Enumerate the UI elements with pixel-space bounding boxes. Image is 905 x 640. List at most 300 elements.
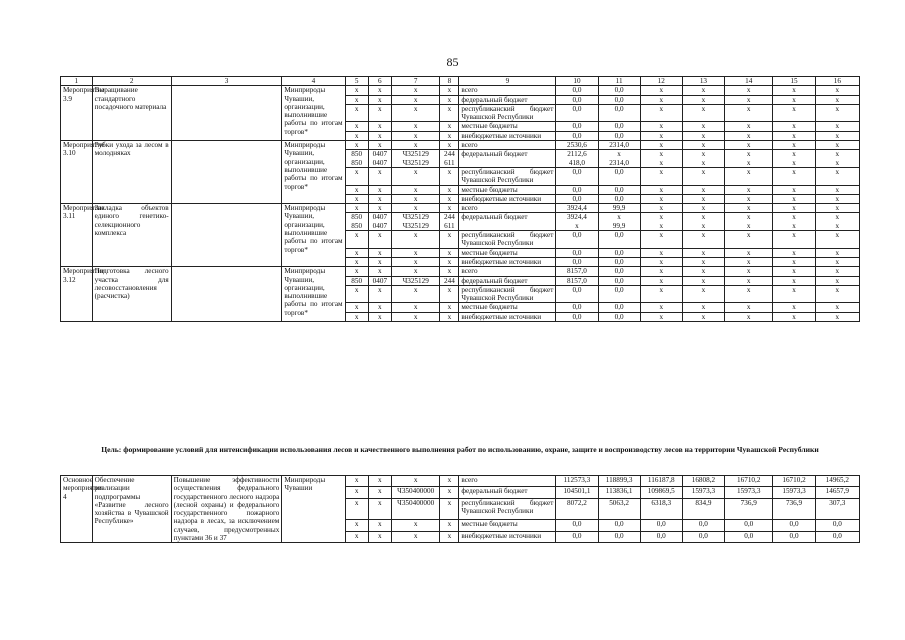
amount-cell: 8157,0 bbox=[556, 276, 598, 285]
kbk-csr: x bbox=[391, 248, 439, 257]
amount-cell: 0,0 bbox=[598, 276, 640, 285]
amount-cell: 109869,5 bbox=[640, 487, 682, 498]
amount-cell: x bbox=[815, 86, 859, 95]
column-header: 13 bbox=[682, 77, 724, 86]
amount-cell: x bbox=[815, 167, 859, 185]
amount-cell: x bbox=[815, 204, 859, 213]
amount-cell: x bbox=[773, 267, 815, 276]
amount-cell: x bbox=[724, 267, 772, 276]
kbk-csr: x bbox=[391, 531, 439, 542]
amount-cell: x bbox=[773, 86, 815, 95]
amount-cell: x bbox=[724, 141, 772, 150]
amount-cell: 2314,0 bbox=[598, 141, 640, 150]
kbk-vr: x bbox=[440, 122, 459, 131]
kbk-rz: x bbox=[368, 303, 391, 312]
amount-cell: x bbox=[724, 167, 772, 185]
indicator-cell bbox=[171, 86, 282, 141]
amount-cell: 0,0 bbox=[598, 104, 640, 122]
amount-cell: x bbox=[815, 185, 859, 194]
amount-cell: 0,0 bbox=[556, 95, 598, 104]
amount-cell: 0,0 bbox=[556, 257, 598, 266]
column-header: 14 bbox=[724, 77, 772, 86]
funding-source: всего bbox=[459, 204, 556, 213]
table-row bbox=[61, 86, 860, 95]
kbk-rz: x bbox=[368, 476, 391, 487]
column-header: 3 bbox=[171, 77, 282, 86]
kbk-gr: x bbox=[345, 185, 368, 194]
column-header: 10 bbox=[556, 77, 598, 86]
amount-cell: 16710,2 bbox=[724, 476, 772, 487]
funding-source: федеральный бюджет bbox=[459, 276, 556, 285]
amount-cell: x bbox=[815, 285, 859, 303]
amount-cell: x 2314,0 bbox=[598, 150, 640, 168]
amount-cell: x bbox=[682, 185, 724, 194]
amount-cell: 0,0 bbox=[556, 167, 598, 185]
amount-cell: 0,0 bbox=[682, 531, 724, 542]
amount-cell: x bbox=[815, 312, 859, 321]
amount-cell: x bbox=[640, 204, 682, 213]
kbk-rz: x bbox=[368, 257, 391, 266]
amount-cell: 0,0 bbox=[598, 312, 640, 321]
amount-cell: 0,0 bbox=[556, 531, 598, 542]
column-header: 6 bbox=[368, 77, 391, 86]
amount-cell: x bbox=[773, 231, 815, 249]
amount-cell: x bbox=[640, 86, 682, 95]
funding-source: всего bbox=[459, 141, 556, 150]
amount-cell: 736,9 bbox=[724, 498, 772, 520]
kbk-vr: x bbox=[440, 167, 459, 185]
funding-source: местные бюджеты bbox=[459, 248, 556, 257]
kbk-gr: x bbox=[345, 204, 368, 213]
amount-cell: x bbox=[682, 131, 724, 140]
funding-source: внебюджетные источники bbox=[459, 257, 556, 266]
kbk-rz: 0407 0407 bbox=[368, 150, 391, 168]
kbk-gr: x bbox=[345, 285, 368, 303]
amount-cell: 0,0 bbox=[556, 285, 598, 303]
funding-source: внебюджетные источники bbox=[459, 131, 556, 140]
funding-source: федеральный бюджет bbox=[459, 150, 556, 168]
kbk-vr: x bbox=[440, 285, 459, 303]
kbk-rz: x bbox=[368, 231, 391, 249]
amount-cell: 0,0 bbox=[640, 531, 682, 542]
amount-cell: x bbox=[815, 276, 859, 285]
funding-source: всего bbox=[459, 86, 556, 95]
table-row bbox=[61, 204, 860, 213]
funding-source: республиканский бюджет Чувашской Республики bbox=[459, 104, 556, 122]
kbk-gr: x bbox=[345, 95, 368, 104]
amount-cell: 0,0 bbox=[640, 520, 682, 531]
funding-source: федеральный бюджет bbox=[459, 213, 556, 231]
activity-name: Подготовка лесного участка для лесовосстановления (расчистка) bbox=[92, 267, 171, 322]
kbk-csr: x bbox=[391, 231, 439, 249]
amount-cell: x bbox=[682, 167, 724, 185]
funding-source: федеральный бюджет bbox=[459, 95, 556, 104]
amount-cell: 0,0 bbox=[815, 520, 859, 531]
kbk-gr: x bbox=[345, 248, 368, 257]
responsible-executor: Минприроды Чувашии, организации, выполнившие работы по итогам торгов* bbox=[282, 141, 345, 204]
amount-cell: x bbox=[682, 122, 724, 131]
amount-cell: 15973,3 bbox=[724, 487, 772, 498]
responsible-executor: Минприроды Чувашии, организации, выполнившие работы по итогам торгов* bbox=[282, 204, 345, 267]
kbk-vr: x bbox=[440, 248, 459, 257]
kbk-rz: x bbox=[368, 520, 391, 531]
amount-cell: 14657,9 bbox=[815, 487, 859, 498]
page-number: 85 bbox=[446, 55, 459, 69]
amount-cell: x bbox=[773, 204, 815, 213]
amount-cell: 0,0 bbox=[598, 122, 640, 131]
amount-cell: x bbox=[640, 312, 682, 321]
amount-cell: x x bbox=[640, 150, 682, 168]
amount-cell: x bbox=[682, 86, 724, 95]
kbk-rz: x bbox=[368, 86, 391, 95]
indicator-cell bbox=[171, 267, 282, 322]
kbk-gr: x bbox=[345, 141, 368, 150]
amount-cell: x bbox=[640, 276, 682, 285]
column-header: 1 bbox=[61, 77, 93, 86]
amount-cell: x bbox=[640, 141, 682, 150]
amount-cell: x bbox=[724, 231, 772, 249]
amount-cell: x x bbox=[682, 213, 724, 231]
kbk-gr: x bbox=[345, 231, 368, 249]
kbk-vr: 244 bbox=[440, 276, 459, 285]
kbk-gr: x bbox=[345, 122, 368, 131]
amount-cell: x bbox=[682, 312, 724, 321]
responsible-executor: Минприроды Чувашии bbox=[282, 476, 345, 543]
indicator-cell bbox=[171, 141, 282, 204]
amount-cell: x bbox=[724, 185, 772, 194]
indicator-cell: Повышение эффективности осуществления федерального государственного лесного надзора (лесной охраны) и федерального государственного пожарного надзора в лесах, за исключением случаев, предусмотренных пунктами 36 и 37 bbox=[171, 476, 282, 543]
table-row bbox=[61, 141, 860, 150]
amount-cell: x bbox=[773, 194, 815, 203]
kbk-vr: x bbox=[440, 303, 459, 312]
amount-cell: x bbox=[815, 131, 859, 140]
amount-cell: 0,0 bbox=[556, 122, 598, 131]
amount-cell: 15973,3 bbox=[773, 487, 815, 498]
amount-cell: x bbox=[640, 185, 682, 194]
amount-cell: x bbox=[640, 104, 682, 122]
kbk-csr: Ч325129 bbox=[391, 276, 439, 285]
amount-cell: 0,0 bbox=[598, 248, 640, 257]
kbk-gr: 850 850 bbox=[345, 213, 368, 231]
amount-cell: x bbox=[724, 86, 772, 95]
activity-name: Закладка объектов единого генетико-селекционного комплекса bbox=[92, 204, 171, 267]
amount-cell: x bbox=[682, 285, 724, 303]
kbk-rz: x bbox=[368, 487, 391, 498]
amount-cell: x bbox=[682, 104, 724, 122]
amount-cell: x bbox=[640, 167, 682, 185]
amount-cell: 736,9 bbox=[773, 498, 815, 520]
amount-cell: x bbox=[640, 122, 682, 131]
kbk-gr: x bbox=[345, 487, 368, 498]
amount-cell: 5063,2 bbox=[598, 498, 640, 520]
amount-cell: x bbox=[640, 248, 682, 257]
amount-cell: x bbox=[682, 231, 724, 249]
kbk-rz: 0407 bbox=[368, 276, 391, 285]
amount-cell: 307,3 bbox=[815, 498, 859, 520]
amount-cell: x bbox=[773, 167, 815, 185]
funding-source: местные бюджеты bbox=[459, 520, 556, 531]
amount-cell: 118899,3 bbox=[598, 476, 640, 487]
amount-cell: x bbox=[724, 122, 772, 131]
kbk-csr: x bbox=[391, 476, 439, 487]
kbk-csr: x bbox=[391, 285, 439, 303]
amount-cell: x x bbox=[815, 150, 859, 168]
kbk-rz: x bbox=[368, 312, 391, 321]
amount-cell: x bbox=[815, 303, 859, 312]
funding-source: всего bbox=[459, 267, 556, 276]
amount-cell: 0,0 bbox=[556, 86, 598, 95]
kbk-gr: x bbox=[345, 267, 368, 276]
funding-source: местные бюджеты bbox=[459, 122, 556, 131]
amount-cell: 0,0 bbox=[556, 303, 598, 312]
amount-cell: x bbox=[640, 231, 682, 249]
kbk-rz: x bbox=[368, 531, 391, 542]
kbk-gr: x bbox=[345, 131, 368, 140]
column-header: 9 bbox=[459, 77, 556, 86]
kbk-csr: x bbox=[391, 194, 439, 203]
funding-source: республиканский бюджет Чувашской Республики bbox=[459, 498, 556, 520]
kbk-rz: x bbox=[368, 194, 391, 203]
amount-cell: x bbox=[640, 285, 682, 303]
funding-source: местные бюджеты bbox=[459, 303, 556, 312]
kbk-gr: x bbox=[345, 86, 368, 95]
amount-cell: x bbox=[773, 141, 815, 150]
amount-cell: x bbox=[724, 204, 772, 213]
amount-cell: x bbox=[640, 267, 682, 276]
kbk-csr: Ч325129 Ч325129 bbox=[391, 150, 439, 168]
amount-cell: x bbox=[815, 95, 859, 104]
funding-source: внебюджетные источники bbox=[459, 194, 556, 203]
kbk-gr: x bbox=[345, 312, 368, 321]
activity-name: Выращивание стандартного посадочного материала bbox=[92, 86, 171, 141]
funding-source: республиканский бюджет Чувашской Республики bbox=[459, 231, 556, 249]
column-header: 11 bbox=[598, 77, 640, 86]
amount-cell: 0,0 bbox=[598, 194, 640, 203]
activity-code: Мероприятие 3.9 bbox=[61, 86, 93, 141]
kbk-rz: x bbox=[368, 95, 391, 104]
amount-cell: x bbox=[682, 257, 724, 266]
kbk-rz: x bbox=[368, 285, 391, 303]
kbk-gr: x bbox=[345, 104, 368, 122]
amount-cell: x bbox=[773, 276, 815, 285]
funding-source: внебюджетные источники bbox=[459, 531, 556, 542]
header-row bbox=[61, 77, 860, 86]
kbk-rz: x bbox=[368, 104, 391, 122]
kbk-csr: Ч325129 Ч325129 bbox=[391, 213, 439, 231]
amount-cell: x bbox=[815, 194, 859, 203]
amount-cell: 0,0 bbox=[724, 531, 772, 542]
funding-source: местные бюджеты bbox=[459, 185, 556, 194]
amount-cell: 0,0 bbox=[598, 267, 640, 276]
kbk-vr: x bbox=[440, 86, 459, 95]
amount-cell: 0,0 bbox=[598, 131, 640, 140]
amount-cell: 0,0 bbox=[556, 520, 598, 531]
column-header: 15 bbox=[773, 77, 815, 86]
amount-cell: x bbox=[724, 194, 772, 203]
amount-cell: 3924,4 bbox=[556, 204, 598, 213]
amount-cell: x bbox=[773, 185, 815, 194]
amount-cell: 0,0 bbox=[598, 231, 640, 249]
kbk-csr: x bbox=[391, 141, 439, 150]
amount-cell: x x bbox=[640, 213, 682, 231]
column-header: 16 bbox=[815, 77, 859, 86]
amount-cell: 0,0 bbox=[556, 231, 598, 249]
activity-code: Мероприятие 3.11 bbox=[61, 204, 93, 267]
amount-cell: x bbox=[815, 141, 859, 150]
amount-cell: x bbox=[773, 285, 815, 303]
amount-cell: 15973,3 bbox=[682, 487, 724, 498]
main-event-table bbox=[60, 475, 860, 543]
amount-cell: x bbox=[682, 267, 724, 276]
amount-cell: 0,0 bbox=[556, 131, 598, 140]
amount-cell: 0,0 bbox=[598, 86, 640, 95]
amount-cell: x bbox=[724, 104, 772, 122]
activity-code: Мероприятие 3.12 bbox=[61, 267, 93, 322]
amount-cell: 0,0 bbox=[556, 104, 598, 122]
kbk-vr: x bbox=[440, 487, 459, 498]
responsible-executor: Минприроды Чувашии, организации, выполнившие работы по итогам торгов* bbox=[282, 267, 345, 322]
amount-cell: 112573,3 bbox=[556, 476, 598, 487]
amount-cell: 8157,0 bbox=[556, 267, 598, 276]
kbk-csr: x bbox=[391, 86, 439, 95]
amount-cell: x bbox=[724, 257, 772, 266]
amount-cell: x x bbox=[773, 213, 815, 231]
amount-cell: x bbox=[724, 303, 772, 312]
amount-cell: 2530,6 bbox=[556, 141, 598, 150]
kbk-rz: x bbox=[368, 267, 391, 276]
amount-cell: 6318,3 bbox=[640, 498, 682, 520]
amount-cell: x bbox=[724, 95, 772, 104]
kbk-csr: x bbox=[391, 122, 439, 131]
amount-cell: 0,0 bbox=[598, 303, 640, 312]
amount-cell: x bbox=[724, 285, 772, 303]
kbk-gr: 850 850 bbox=[345, 150, 368, 168]
amount-cell: 16710,2 bbox=[773, 476, 815, 487]
amount-cell: 0,0 bbox=[598, 531, 640, 542]
amount-cell: x x bbox=[682, 150, 724, 168]
table-row bbox=[61, 267, 860, 276]
kbk-vr: x bbox=[440, 131, 459, 140]
amount-cell: x bbox=[682, 194, 724, 203]
amount-cell: x bbox=[815, 231, 859, 249]
funding-source: внебюджетные источники bbox=[459, 312, 556, 321]
kbk-vr: x bbox=[440, 194, 459, 203]
amount-cell: 0,0 bbox=[556, 312, 598, 321]
kbk-gr: x bbox=[345, 257, 368, 266]
kbk-gr: x bbox=[345, 194, 368, 203]
amount-cell: x bbox=[773, 248, 815, 257]
amount-cell: x bbox=[815, 257, 859, 266]
kbk-csr: x bbox=[391, 303, 439, 312]
amount-cell: 113836,1 bbox=[598, 487, 640, 498]
kbk-vr: 244 611 bbox=[440, 213, 459, 231]
amount-cell: x bbox=[773, 104, 815, 122]
kbk-csr: x bbox=[391, 257, 439, 266]
amount-cell: 0,0 bbox=[598, 257, 640, 266]
kbk-csr: x bbox=[391, 520, 439, 531]
amount-cell: x bbox=[773, 303, 815, 312]
program-table bbox=[60, 76, 860, 322]
amount-cell: x bbox=[773, 122, 815, 131]
amount-cell: 0,0 bbox=[598, 185, 640, 194]
amount-cell: x bbox=[682, 276, 724, 285]
amount-cell: 0,0 bbox=[682, 520, 724, 531]
amount-cell: x x bbox=[773, 150, 815, 168]
kbk-gr: x bbox=[345, 498, 368, 520]
activity-code: Мероприятие 3.10 bbox=[61, 141, 93, 204]
amount-cell: x bbox=[815, 104, 859, 122]
table-row bbox=[61, 476, 860, 487]
amount-cell: 104501,1 bbox=[556, 487, 598, 498]
kbk-vr: x bbox=[440, 104, 459, 122]
amount-cell: x bbox=[724, 312, 772, 321]
kbk-rz: x bbox=[368, 248, 391, 257]
kbk-gr: x bbox=[345, 476, 368, 487]
amount-cell: x bbox=[724, 276, 772, 285]
column-header: 2 bbox=[92, 77, 171, 86]
kbk-rz: x bbox=[368, 498, 391, 520]
amount-cell: 14965,2 bbox=[815, 476, 859, 487]
kbk-csr: Ч350400000 bbox=[391, 498, 439, 520]
amount-cell: 0,0 bbox=[773, 520, 815, 531]
kbk-vr: x bbox=[440, 257, 459, 266]
amount-cell: x bbox=[773, 257, 815, 266]
kbk-rz: 0407 0407 bbox=[368, 213, 391, 231]
kbk-csr: Ч350400000 bbox=[391, 487, 439, 498]
amount-cell: x bbox=[640, 131, 682, 140]
amount-cell: 16808,2 bbox=[682, 476, 724, 487]
kbk-rz: x bbox=[368, 122, 391, 131]
activity-name: Обеспечение реализации подпрограммы «Развитие лесного хозяйства в Чувашской Республике» bbox=[92, 476, 171, 543]
kbk-csr: x bbox=[391, 312, 439, 321]
kbk-csr: x bbox=[391, 104, 439, 122]
kbk-csr: x bbox=[391, 204, 439, 213]
amount-cell: x bbox=[815, 248, 859, 257]
kbk-rz: x bbox=[368, 204, 391, 213]
amount-cell: x bbox=[682, 204, 724, 213]
amount-cell: x bbox=[640, 257, 682, 266]
column-header: 5 bbox=[345, 77, 368, 86]
amount-cell: 0,0 bbox=[556, 185, 598, 194]
amount-cell: 3924,4 x bbox=[556, 213, 598, 231]
kbk-vr: x bbox=[440, 141, 459, 150]
amount-cell: 116187,8 bbox=[640, 476, 682, 487]
kbk-rz: x bbox=[368, 167, 391, 185]
amount-cell: 0,0 bbox=[815, 531, 859, 542]
amount-cell: x bbox=[724, 248, 772, 257]
amount-cell: 0,0 bbox=[773, 531, 815, 542]
amount-cell: x bbox=[640, 95, 682, 104]
amount-cell: x bbox=[773, 95, 815, 104]
kbk-vr: x bbox=[440, 204, 459, 213]
amount-cell: 0,0 bbox=[598, 167, 640, 185]
amount-cell: x 99,9 bbox=[598, 213, 640, 231]
amount-cell: 0,0 bbox=[598, 95, 640, 104]
amount-cell: 834,9 bbox=[682, 498, 724, 520]
amount-cell: x bbox=[724, 131, 772, 140]
kbk-csr: x bbox=[391, 167, 439, 185]
column-header: 12 bbox=[640, 77, 682, 86]
amount-cell: 0,0 bbox=[724, 520, 772, 531]
kbk-vr: x bbox=[440, 531, 459, 542]
kbk-gr: x bbox=[345, 531, 368, 542]
kbk-gr: x bbox=[345, 167, 368, 185]
kbk-csr: x bbox=[391, 95, 439, 104]
kbk-csr: x bbox=[391, 267, 439, 276]
kbk-vr: 244 611 bbox=[440, 150, 459, 168]
amount-cell: 0,0 bbox=[556, 248, 598, 257]
column-header: 8 bbox=[440, 77, 459, 86]
